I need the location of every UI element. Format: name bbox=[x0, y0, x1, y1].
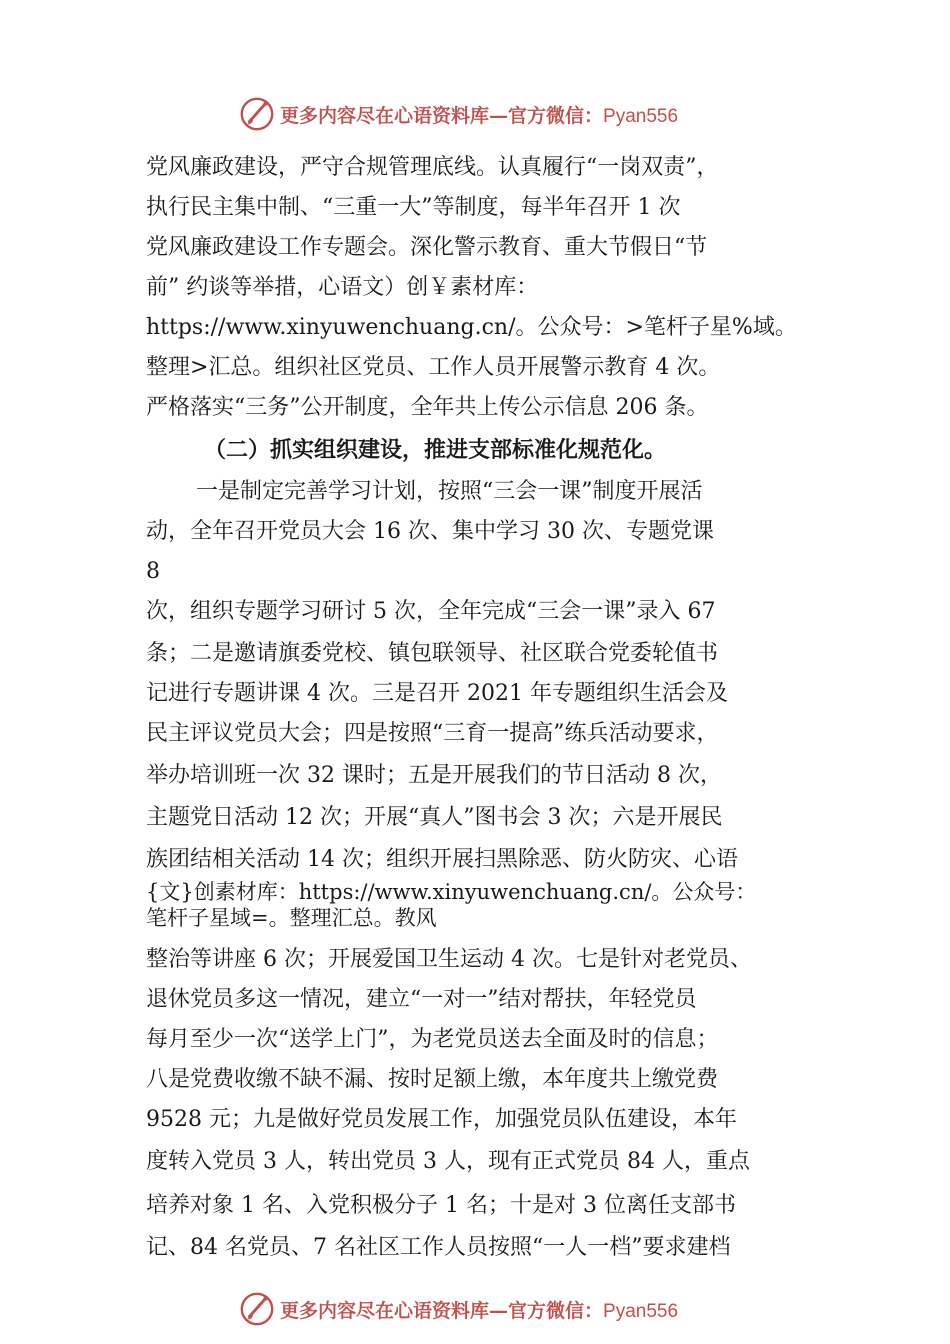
text-line: 党风廉政建设工作专题会。深化警示教育、重大节假日“节 bbox=[146, 235, 708, 260]
text-line: 9528 元；九是做好党员发展工作，加强党员队伍建设，本年 bbox=[146, 1107, 737, 1132]
text-line: 严格落实“三务”公开制度，全年共上传公示信息 206 条。 bbox=[146, 395, 709, 420]
footer-banner bbox=[238, 1289, 678, 1329]
text-line: 党风廉政建设，严守合规管理底线。认真履行“一岗双责”， bbox=[146, 155, 719, 180]
text-line: 每月至少一次“送学上门”，为老党员送去全面及时的信息； bbox=[146, 1027, 719, 1052]
text-line: 主题党日活动 12 次；开展“真人”图书会 3 次；六是开展民 bbox=[146, 805, 723, 830]
text-line: 笔杆子星域=。整理汇总。教风 bbox=[146, 906, 437, 930]
text-line: 民主评议党员大会；四是按照“三育一提高”练兵活动要求， bbox=[146, 721, 719, 746]
text-line: 整治等讲座 6 次；开展爱国卫生运动 4 次。七是针对老党员、 bbox=[146, 947, 752, 972]
text-line: 记进行专题讲课 4 次。三是召开 2021 年专题组织生活会及 bbox=[146, 681, 728, 706]
text-line: 度转入党员 3 人，转出党员 3 人，现有正式党员 84 人，重点 bbox=[146, 1149, 750, 1174]
text-line: 八是党费收缴不缺不漏、按时足额上缴，本年度共上缴党费 bbox=[146, 1067, 719, 1092]
text-line: 执行民主集中制、“三重一大”等制度，每半年召开 1 次 bbox=[146, 195, 681, 220]
text-line: 8 bbox=[146, 559, 160, 584]
header-banner bbox=[238, 94, 678, 134]
banner-wechat-id: Pyan556 bbox=[603, 1300, 679, 1322]
text-line: 培养对象 1 名、入党积极分子 1 名；十是对 3 位离任支部书 bbox=[146, 1193, 736, 1218]
text-line: https://www.xinyuwenchuang.cn/。公众号：>笔杆子星%域。 bbox=[146, 315, 797, 340]
text-line: 动，全年召开党员大会 16 次、集中学习 30 次、专题党课 bbox=[146, 519, 714, 544]
section-heading: （二）抓实组织建设，推进支部标准化规范化。 bbox=[204, 437, 667, 463]
text-line: 族团结相关活动 14 次；组织开展扫黑除恶、防火防灾、心语 bbox=[146, 847, 738, 872]
text-line: {文}创素材库：https://www.xinyuwenchuang.cn/。公众号： bbox=[146, 880, 757, 904]
banner-text: 更多内容尽在心语资料库—官方微信： bbox=[280, 1299, 604, 1322]
text-line: 整理>汇总。组织社区党员、工作人员开展警示教育 4 次。 bbox=[146, 355, 721, 380]
text-line: 记、84 名党员、7 名社区工作人员按照“一人一档”要求建档 bbox=[146, 1235, 731, 1260]
brush-logo-icon bbox=[238, 1290, 276, 1328]
text-line: 条；二是邀请旗委党校、镇包联领导、社区联合党委轮值书 bbox=[146, 641, 719, 666]
banner-text: 更多内容尽在心语资料库—官方微信： bbox=[280, 104, 604, 127]
brush-logo-icon bbox=[238, 95, 276, 133]
text-line: 一是制定完善学习计划，按照“三会一课”制度开展活 bbox=[196, 479, 703, 504]
text-line: 举办培训班一次 32 课时；五是开展我们的节日活动 8 次， bbox=[146, 763, 722, 788]
banner-wechat-id: Pyan556 bbox=[603, 105, 679, 127]
text-line: 前” 约谈等举措，心语文）创￥素材库： bbox=[146, 275, 539, 300]
text-line: 退休党员多这一情况，建立“一对一”结对帮扶，年轻党员 bbox=[146, 987, 697, 1012]
text-line: 次，组织专题学习研讨 5 次，全年完成“三会一课”录入 67 bbox=[146, 599, 716, 624]
